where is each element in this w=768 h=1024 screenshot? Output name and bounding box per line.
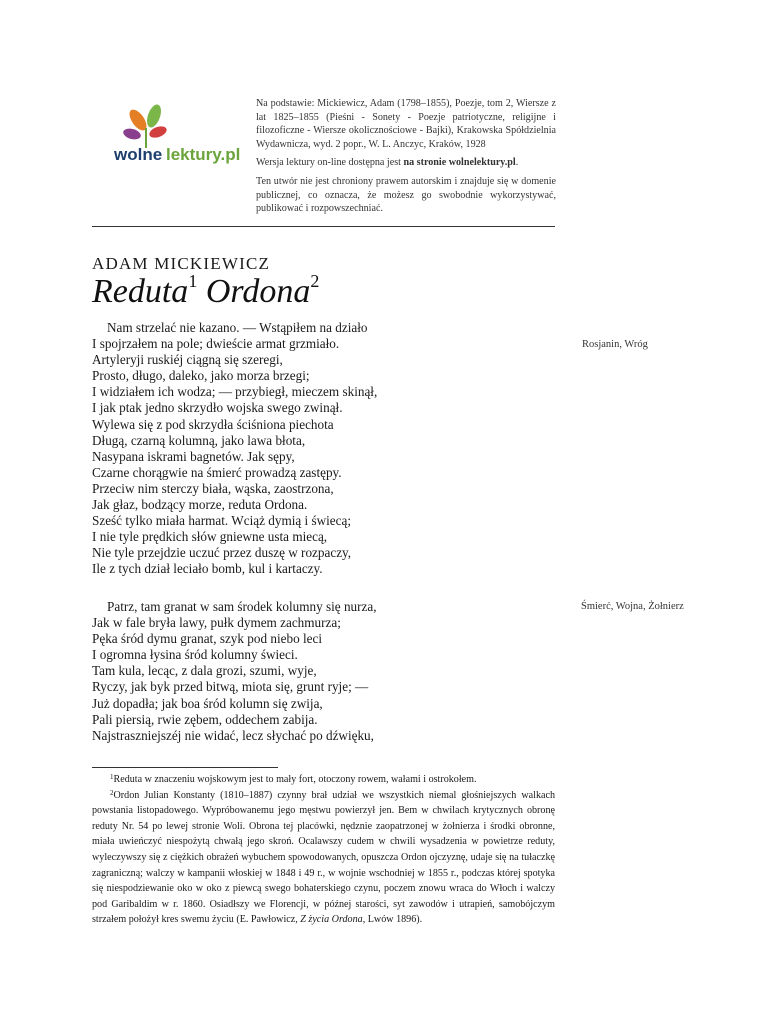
poem-line: I spojrzałem na pole; dwieście armat grzmiało.: [92, 336, 340, 352]
poem-line: I widziałem ich wodza; — przybiegł, mieczem skinął,: [92, 384, 378, 400]
poem-line: Artyleryji ruskiéj ciągną się szeregi,: [92, 352, 283, 368]
online-version-note: [256, 156, 556, 170]
poem-line: Najstraszniejszéj nie widać, lecz słychać po dźwięku,: [92, 727, 374, 743]
poem-line: Nasypana iskrami bagnetów. Jak sępy,: [92, 448, 295, 464]
footnote-number: 1: [110, 773, 114, 781]
footnote-ref-1[interactable]: 1: [188, 271, 198, 291]
source-info: [256, 97, 556, 221]
poem-line: Pęka śród dymu granat, szyk pod niebo leci: [92, 631, 322, 647]
poem-line: I nie tyle prędkich słów gniewne usta miecą,: [92, 529, 328, 545]
margin-theme-note[interactable]: Rosjanin, Wróg: [582, 339, 648, 350]
poem-line: Czarne chorągwie na śmierć prowadzą zastępy.: [92, 464, 342, 480]
poem-line: Prosto, długo, daleko, jako morza brzegi;: [92, 368, 310, 384]
margin-theme-note[interactable]: Śmierć, Wojna, Żołnierz: [581, 601, 684, 612]
online-suffix: .: [515, 157, 519, 169]
poem-title: [92, 273, 319, 311]
source-text: Na podstawie: Mickiewicz, Adam (1798–1855), Poezje, tom 2, Wiersze z lat 1825–1855 (Pieśni - Sonety - Poezje patriotyczne, religijne i filozoficzne - Wiersze okolicznościowe - Bajki), Krakowska Spółdzielnia Wydawnicza, wyd. 2 popr., W. L. Anczyc, Kraków, 1928: [256, 98, 556, 150]
title-word-1: Reduta: [92, 273, 189, 310]
poem-line: Długą, czarną kolumną, jako lawa błota,: [92, 432, 306, 448]
author-name: ADAM MICKIEWICZ: [92, 254, 271, 273]
footnote-ref-2[interactable]: 2: [310, 271, 320, 291]
logo-text-wolne: wolne: [114, 145, 163, 164]
poem-line: Nam strzelać nie kazano. — Wstąpiłem na działo: [107, 320, 368, 335]
poem-line: Sześć tylko miała harmat. Wciąż dymią i świecą;: [92, 513, 352, 529]
footnote-2: [92, 788, 555, 928]
wolnelektury-link[interactable]: na stronie wolnelektury.pl: [403, 157, 516, 169]
logo-leaves-icon: [122, 103, 168, 148]
footnote-text: Reduta w znaczeniu wojskowym jest to mały fort, otoczony rowem, wałami i ostrokołem.: [113, 774, 477, 785]
poem-line: Pali piersią, rwie zębem, oddechem zabija.: [92, 711, 318, 727]
footnote-divider: [92, 767, 278, 768]
poem-line: Jak w fale bryła lawy, pułk dymem zachmurza;: [92, 615, 341, 631]
footnote-citation: Z życia Ordona: [300, 914, 363, 926]
poem-line: Przeciw nim sterczy biała, wąska, zaostrzona,: [92, 480, 334, 496]
poem-line: Jak głaz, bodzący morze, reduta Ordona.: [92, 497, 308, 513]
footnotes: [92, 772, 555, 928]
poem-line: Patrz, tam granat w sam środek kolumny się nurza,: [107, 599, 377, 614]
poem-line: Już dopadła; jak boa śród kolumn się zwija,: [92, 695, 323, 711]
stanza: [92, 320, 377, 578]
poem-line: Ile z tych dział leciało bomb, kul i kartaczy.: [92, 561, 323, 577]
poem-line: Ryczy, jak byk przed bitwą, miota się, grunt ryje; —: [92, 679, 369, 695]
license-note: Ten utwór nie jest chroniony prawem autorskim i znajduje się w domenie publicznej, co oznacza, że możesz go swobodnie wykorzystywać, publikować i rozpowszechniać.: [256, 175, 556, 215]
poem-line: Nie tyle przejdzie uczuć przez duszę w rozpaczy,: [92, 545, 352, 561]
footnote-tail: , Lwów 1896).: [362, 914, 423, 926]
poem-line: Wylewa się z pod skrzydła ściśniona piechota: [92, 416, 334, 432]
logo-text-lektury: lektury.pl: [166, 145, 241, 164]
poem-line: Tam kula, lecąc, z dala grozi, szumi, wyje,: [92, 663, 317, 679]
footnote-number: 2: [110, 788, 114, 797]
title-word-2: Ordona: [205, 273, 311, 310]
poem-line: I jak ptak jedno skrzydło wojska swego zwinął.: [92, 400, 343, 416]
footnote-text: Ordon Julian Konstanty (1810–1887) czynny brał udział we wszystkich niemal głośniejszych walkach powstania listopadowego. Wypróbowanemu jego męstwu powierzył jen. Bem w chwilach krytycznych obronę reduty Nr. 54 po lewej stronie Woli. Obrona tej placówki, nędznie zaopatrzonej w żołnierza i środki obronne, miała uwieńczyć niespożytą chwałą jego skroń. Ocalawszy cudem w chwili wysadzenia w powietrze reduty, wyleczywszy się z ciężkich obrażeń wybuchem spowodowanych, opuszcza Ordon ojczyznę, udaje się na tułaczkę zagraniczną; walczy w kampanii włoskiej w 1848 i 49 r., w wojnie wschodniej w 1855 r., podczas której spotyka się niespodziewanie oko w oko z piewcą swego bohaterskiego czynu, poczem znowu wraca do Włoch i walczy pod Garibaldim w r. 1860. Osiadłszy we Florencji, w późnej starości, syt zawodów i utrapień, samobójczym strzałem położył kres swemu życiu (E. Pawłowicz,: [92, 789, 555, 926]
poem-line: I ogromna łysina śród kolumny świeci.: [92, 647, 298, 663]
wolnelektury-logo[interactable]: [108, 100, 248, 180]
online-prefix: Wersja lektury on-line dostępna jest: [256, 157, 404, 169]
header-divider: [92, 226, 555, 227]
stanza: [92, 599, 377, 744]
footnote-1: [92, 772, 555, 788]
